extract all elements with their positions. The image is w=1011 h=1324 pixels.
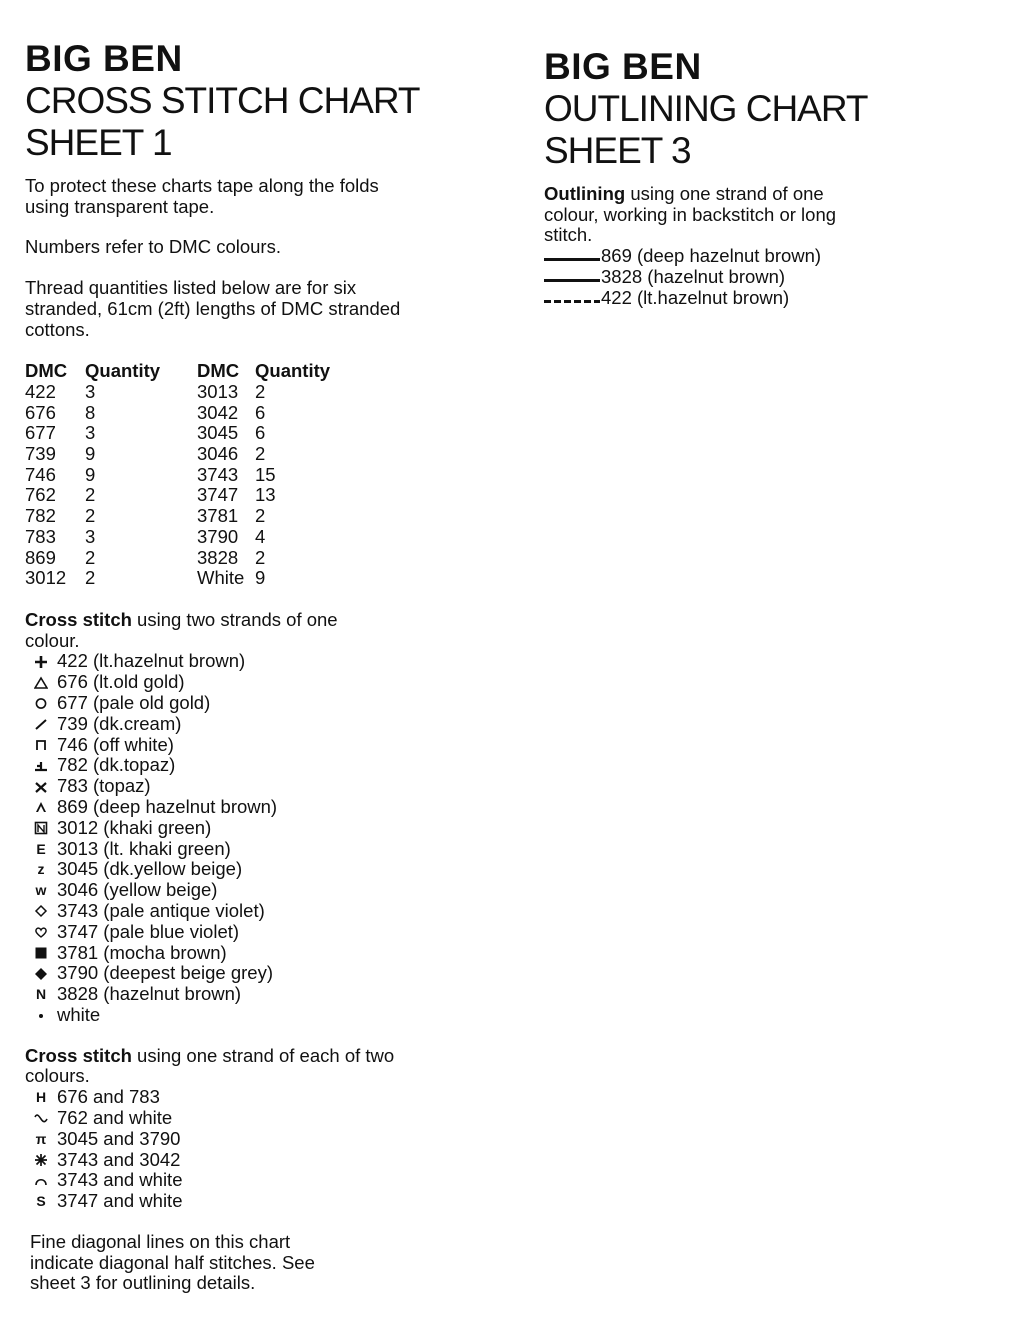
quantity-cell: 2	[85, 546, 96, 568]
h-symbol-icon: H	[35, 1089, 47, 1106]
dmc-cell: 422	[25, 380, 56, 402]
sheet1-subtitle: CROSS STITCH CHART	[25, 80, 420, 121]
list-item	[25, 901, 495, 922]
solid-line-icon	[544, 279, 600, 282]
sheet1-title: BIG BEN	[25, 38, 183, 79]
plus-symbol-icon	[30, 655, 52, 669]
dmc-cell: 3743	[197, 463, 239, 485]
list-item	[25, 984, 495, 1005]
cross-stitch-instructions: using two strands of one colour.	[25, 608, 338, 651]
quantity-cell: 13	[255, 484, 276, 506]
symbol-description: 3743 and 3042	[57, 1148, 181, 1170]
dmc-cell: 783	[25, 525, 56, 547]
table-row	[25, 548, 335, 569]
n-symbol-icon: N	[35, 986, 47, 1003]
table-row	[25, 423, 335, 444]
z-symbol-icon: z	[37, 861, 45, 878]
dot-symbol-icon	[30, 1008, 52, 1022]
symbol-description: 3013 (lt. khaki green)	[57, 837, 231, 859]
quantity-cell: 2	[85, 567, 96, 589]
symbol-description: 3747 and white	[57, 1190, 183, 1212]
arc-symbol-icon	[30, 1174, 52, 1188]
symbol-description: 3743 and white	[57, 1169, 183, 1191]
sheet1-number: SHEET 1	[25, 122, 172, 163]
cross-stitch-two-strands-intro	[25, 610, 355, 651]
list-item	[25, 839, 495, 860]
list-item	[544, 267, 984, 288]
list-item	[25, 1170, 495, 1191]
list-item	[544, 246, 984, 267]
quantity-cell: 2	[255, 443, 266, 465]
cross-stitch-instructions: using one strand of each of two colours.	[25, 1044, 395, 1087]
sheet3-number: SHEET 3	[544, 130, 691, 171]
circle-symbol-icon	[30, 696, 52, 710]
table-row	[25, 465, 335, 486]
sheet3-title: BIG BEN	[544, 46, 702, 87]
intro-dmc-note: Numbers refer to DMC colours.	[25, 236, 281, 258]
dmc-cell: 746	[25, 463, 56, 485]
list-item	[25, 880, 495, 901]
table-row	[25, 506, 335, 527]
list-item	[544, 288, 984, 309]
symbol-description: 3045 and 3790	[57, 1127, 181, 1149]
triangle-symbol-icon	[30, 676, 52, 690]
symbol-description: 3781 (mocha brown)	[57, 941, 227, 963]
outlining-intro	[544, 184, 879, 246]
dashed-line-icon	[544, 300, 600, 303]
dmc-cell: 782	[25, 505, 56, 527]
quantity-cell: 2	[255, 505, 266, 527]
symbol-description: 782 (dk.topaz)	[57, 754, 176, 776]
s-symbol-icon: S	[36, 1193, 46, 1210]
symbol-key-blended	[25, 1087, 495, 1212]
diamond-outline-symbol-icon	[30, 904, 52, 918]
dmc-cell: White	[197, 567, 245, 589]
filled-diamond-symbol-icon	[30, 967, 52, 981]
header-quantity: Quantity	[255, 360, 331, 382]
symbol-description: 3012 (khaki green)	[57, 816, 212, 838]
list-item	[25, 672, 495, 693]
quantity-cell: 8	[85, 401, 96, 423]
table-row	[25, 403, 335, 424]
list-item	[25, 859, 495, 880]
dmc-cell: 3012	[25, 567, 67, 589]
table-row	[25, 444, 335, 465]
quantity-cell: 9	[85, 443, 96, 465]
dmc-cell: 3013	[197, 380, 239, 402]
symbol-description: 3747 (pale blue violet)	[57, 920, 240, 942]
table-row	[25, 527, 335, 548]
quantity-cell: 9	[255, 567, 266, 589]
thread-quantity-table	[25, 361, 335, 589]
list-item	[25, 797, 495, 818]
dmc-cell: 676	[25, 401, 56, 423]
quantity-cell: 3	[85, 525, 96, 547]
quantity-cell: 9	[85, 463, 96, 485]
dmc-cell: 762	[25, 484, 56, 506]
outline-description: 422 (lt.hazelnut brown)	[601, 286, 790, 308]
asterisk-symbol-icon	[30, 1153, 52, 1167]
symbol-description: 422 (lt.hazelnut brown)	[57, 650, 246, 672]
symbol-description: 869 (deep hazelnut brown)	[57, 795, 278, 817]
dmc-cell: 677	[25, 422, 56, 444]
symbol-description: 3790 (deepest beige grey)	[57, 962, 273, 984]
outline-description: 3828 (hazelnut brown)	[601, 265, 786, 287]
dmc-cell: 3747	[197, 484, 239, 506]
outline-key	[544, 246, 984, 308]
list-item	[25, 714, 495, 735]
pi-symbol-icon: π	[35, 1130, 47, 1147]
intro-tape-note: To protect these charts tape along the folds using transparent tape.	[25, 175, 379, 217]
symbol-description: 676 (lt.old gold)	[57, 671, 185, 693]
symbol-description: 762 and white	[57, 1106, 173, 1128]
x-symbol-icon	[30, 780, 52, 794]
list-item	[25, 922, 495, 943]
quantity-cell: 2	[85, 484, 96, 506]
list-item	[25, 818, 495, 839]
e-symbol-icon: E	[36, 840, 46, 857]
outline-description: 869 (deep hazelnut brown)	[601, 245, 822, 267]
table-row	[25, 568, 335, 589]
wave-symbol-icon	[30, 1111, 52, 1125]
solid-line-icon	[544, 258, 600, 261]
outlining-instructions: using one strand of one colour, working in backstitch or long stitch.	[544, 183, 837, 246]
dmc-cell: 3042	[197, 401, 239, 423]
cross-stitch-label: Cross stitch	[25, 1044, 132, 1066]
quantity-cell: 2	[255, 546, 266, 568]
symbol-description: 746 (off white)	[57, 733, 174, 755]
filled-square-symbol-icon	[30, 946, 52, 960]
list-item	[25, 735, 495, 756]
quantity-cell: 2	[255, 380, 266, 402]
chevron-symbol-icon	[30, 800, 52, 814]
list-item	[25, 1108, 495, 1129]
list-item	[25, 1191, 495, 1212]
w-symbol-icon: w	[35, 882, 47, 899]
list-item	[25, 755, 495, 776]
dmc-cell: 3046	[197, 443, 239, 465]
symbol-description: 783 (topaz)	[57, 775, 151, 797]
inverted-t-symbol-icon	[30, 759, 52, 773]
quantity-cell: 3	[85, 422, 96, 444]
outlining-label: Outlining	[544, 183, 626, 204]
list-item	[25, 1129, 495, 1150]
symbol-description: 3046 (yellow beige)	[57, 879, 218, 901]
list-item	[25, 651, 495, 672]
symbol-description: 677 (pale old gold)	[57, 691, 211, 713]
list-item	[25, 693, 495, 714]
dmc-cell: 3790	[197, 525, 239, 547]
symbol-description: white	[57, 1003, 101, 1025]
dmc-cell: 869	[25, 546, 56, 568]
footer-note: Fine diagonal lines on this chart indicate diagonal half stitches. See sheet 3 for outlining details.	[30, 1230, 315, 1294]
list-item	[25, 963, 495, 984]
table-row	[25, 485, 335, 506]
list-item	[25, 1087, 495, 1108]
quantity-cell: 15	[255, 463, 276, 485]
cross-stitch-sheet	[25, 0, 495, 1294]
dmc-cell: 739	[25, 443, 56, 465]
quantity-cell: 3	[85, 380, 96, 402]
slash-symbol-icon	[30, 717, 52, 731]
table-header-row	[25, 361, 335, 382]
list-item	[25, 776, 495, 797]
list-item	[25, 943, 495, 964]
quantity-cell: 4	[255, 525, 266, 547]
sheet3-subtitle: OUTLINING CHART	[544, 88, 868, 129]
symbol-key-single	[25, 651, 495, 1025]
symbol-description: 676 and 783	[57, 1086, 160, 1108]
outlining-sheet	[544, 0, 984, 309]
list-item	[25, 1005, 495, 1026]
cross-stitch-blended-intro	[25, 1046, 415, 1087]
header-dmc: DMC	[25, 360, 68, 382]
cross-stitch-label: Cross stitch	[25, 608, 132, 630]
boxed-n-symbol-icon	[30, 821, 52, 835]
dmc-cell: 3781	[197, 505, 239, 527]
quantity-cell: 6	[255, 422, 266, 444]
heart-outline-symbol-icon	[30, 925, 52, 939]
list-item	[25, 1150, 495, 1171]
table-row	[25, 382, 335, 403]
symbol-description: 3045 (dk.yellow beige)	[57, 858, 243, 880]
quantity-cell: 2	[85, 505, 96, 527]
dmc-cell: 3045	[197, 422, 239, 444]
symbol-description: 739 (dk.cream)	[57, 712, 182, 734]
header-dmc: DMC	[197, 360, 240, 382]
dmc-cell: 3828	[197, 546, 239, 568]
header-quantity: Quantity	[85, 360, 161, 382]
quantity-cell: 6	[255, 401, 266, 423]
intro-quantity-note: Thread quantities listed below are for six stranded, 61cm (2ft) lengths of DMC stranded cottons.	[25, 277, 401, 340]
symbol-description: 3743 (pale antique violet)	[57, 899, 265, 921]
symbol-description: 3828 (hazelnut brown)	[57, 983, 242, 1005]
bracket-symbol-icon	[30, 738, 52, 752]
